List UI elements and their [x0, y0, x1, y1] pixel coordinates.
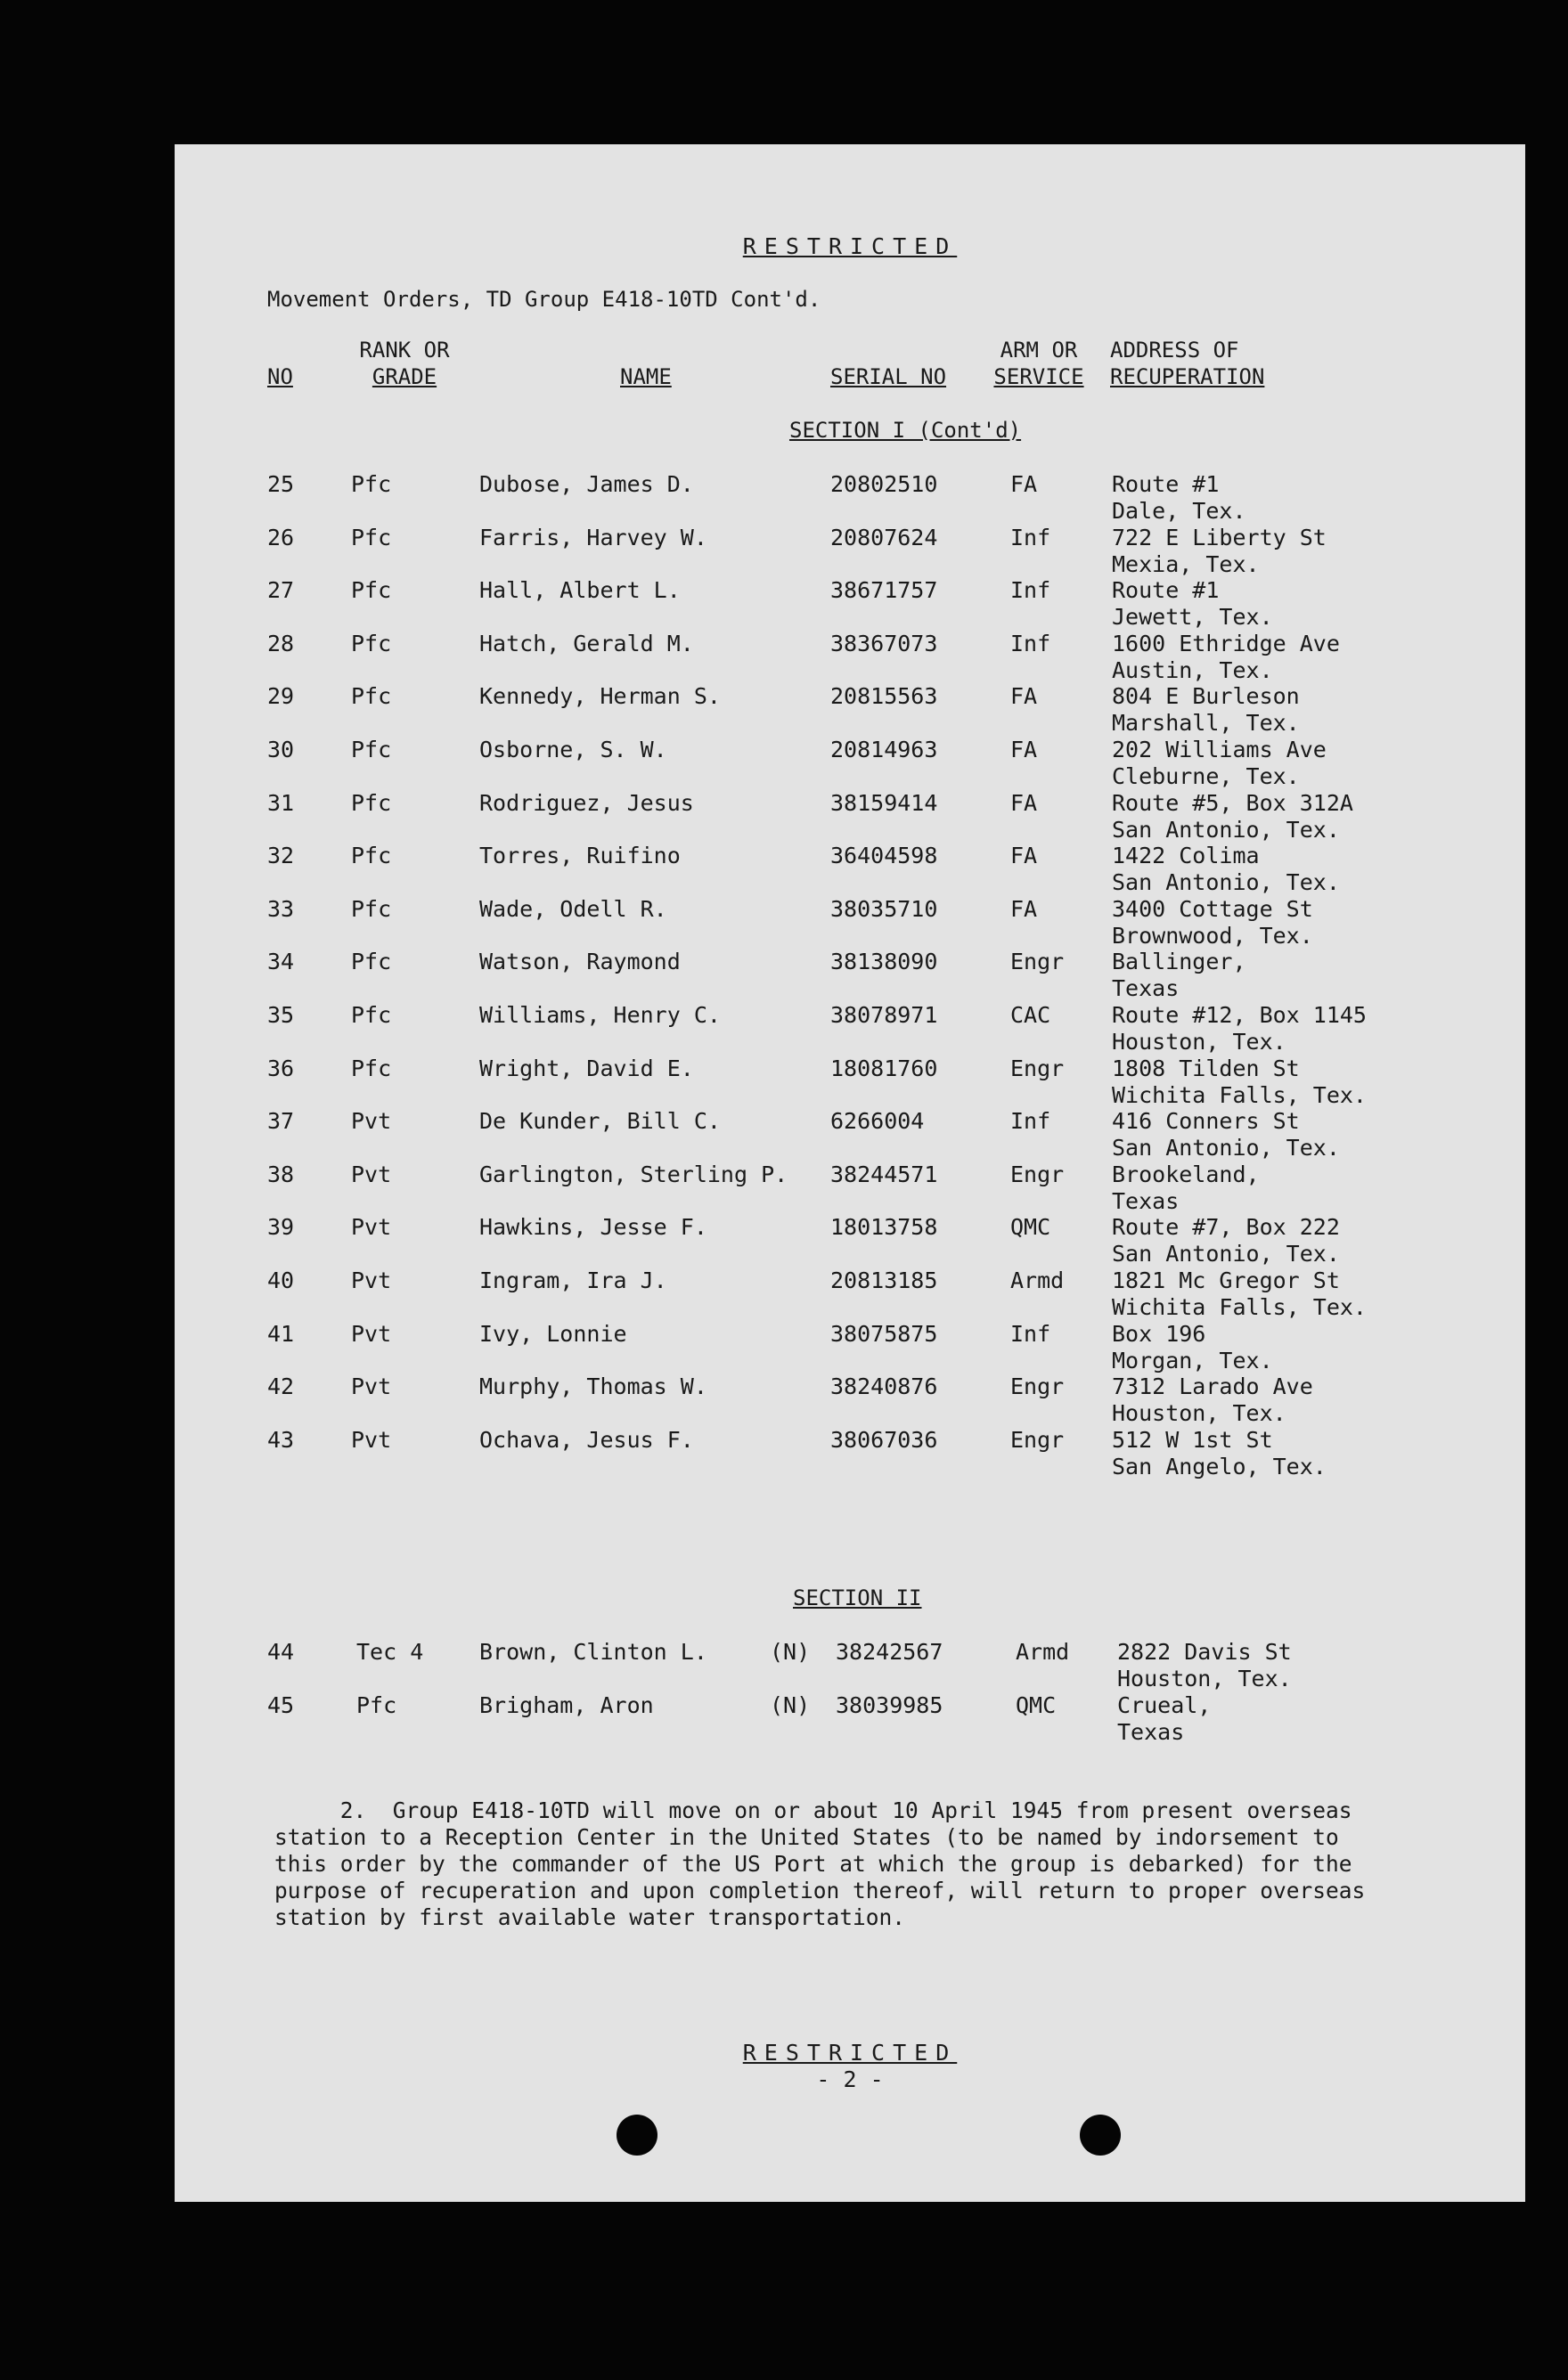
- row-name: Hatch, Gerald M.: [479, 630, 694, 656]
- section-2-title: SECTION II: [793, 1585, 922, 1610]
- row-arm-service: FA: [1010, 737, 1038, 762]
- roster-row: [175, 737, 1525, 790]
- row-rank: Pfc: [356, 1692, 397, 1718]
- row-name: Rodriguez, Jesus: [479, 789, 694, 816]
- row-number: 35: [267, 1002, 295, 1028]
- roster-row: [175, 790, 1525, 844]
- row-address-line-1: 804 E Burleson: [1112, 683, 1300, 710]
- col-header-arm: ARM OR SERVICE: [993, 338, 1084, 389]
- row-arm-service: Inf: [1010, 577, 1051, 604]
- row-number: 28: [267, 630, 295, 656]
- row-arm-service: Inf: [1010, 630, 1051, 656]
- row-number: 41: [267, 1320, 295, 1347]
- row-arm-service: Inf: [1010, 1320, 1051, 1347]
- row-rank: Pfc: [351, 524, 392, 550]
- roster-row: [175, 577, 1525, 631]
- row-serial-number: 38035710: [830, 895, 938, 922]
- row-name: Wade, Odell R.: [479, 895, 667, 922]
- page-number: - 2 -: [816, 2066, 884, 2092]
- row-address-line-1: Route #1: [1112, 471, 1220, 497]
- row-number: 34: [267, 949, 295, 975]
- row-name: Williams, Henry C.: [479, 1002, 721, 1028]
- row-address-line-2: Austin, Tex.: [1112, 656, 1273, 683]
- paragraph-line: station to a Reception Center in the United States (to be named by indorsement to: [274, 1824, 1339, 1850]
- row-address-line-1: Box 196: [1112, 1320, 1206, 1347]
- row-address-line-2: Marshall, Tex.: [1112, 710, 1300, 737]
- row-address-line-2: Brownwood, Tex.: [1112, 922, 1313, 949]
- row-address-line-2: San Antonio, Tex.: [1112, 816, 1340, 843]
- row-address-line-1: Ballinger,: [1112, 949, 1246, 975]
- row-number: 25: [267, 471, 295, 497]
- row-address-line-1: Route #1: [1112, 577, 1220, 604]
- row-rank: Pfc: [351, 895, 392, 922]
- row-serial-number: 20814963: [830, 737, 938, 762]
- row-serial-number: 38138090: [830, 949, 938, 975]
- row-number: 43: [267, 1426, 295, 1453]
- roster-row: [175, 1002, 1525, 1056]
- roster-row: [175, 1692, 1525, 1746]
- row-number: 29: [267, 683, 295, 710]
- row-name: Watson, Raymond: [479, 949, 681, 975]
- row-rank: Tec 4: [356, 1639, 424, 1665]
- row-number: 30: [267, 737, 295, 762]
- row-arm-service: Engr: [1010, 1426, 1065, 1453]
- row-address-line-1: 416 Conners St: [1112, 1108, 1300, 1135]
- row-serial-number: 38067036: [830, 1426, 938, 1453]
- row-number: 42: [267, 1373, 295, 1400]
- row-serial-number: 38159414: [830, 789, 938, 816]
- col-header-serial: SERIAL NO: [830, 364, 947, 389]
- roster-row: [175, 1321, 1525, 1374]
- row-rank: Pfc: [351, 471, 392, 497]
- punch-hole-right: [1080, 2115, 1121, 2156]
- row-address-line-2: Wichita Falls, Tex.: [1112, 1294, 1367, 1320]
- row-arm-service: Engr: [1010, 1055, 1065, 1081]
- row-number: 38: [267, 1161, 295, 1187]
- row-address-line-1: 722 E Liberty St: [1112, 524, 1327, 550]
- roster-row: [175, 1427, 1525, 1480]
- roster-row: [175, 471, 1525, 525]
- row-serial-number: 18013758: [830, 1214, 938, 1241]
- row-serial-number: 20813185: [830, 1267, 938, 1293]
- col-header-address: ADDRESS OF RECUPERATION: [1110, 338, 1265, 389]
- roster-row: [175, 896, 1525, 950]
- row-arm-service: CAC: [1010, 1002, 1051, 1028]
- row-rank: Pfc: [351, 1055, 392, 1081]
- roster-row: [175, 1161, 1525, 1215]
- row-address-line-2: Texas: [1112, 975, 1180, 1002]
- row-arm-service: QMC: [1016, 1692, 1057, 1718]
- row-number: 40: [267, 1267, 295, 1293]
- row-serial-number: 36404598: [830, 843, 938, 869]
- row-address-line-1: 1600 Ethridge Ave: [1112, 630, 1340, 656]
- roster-row: [175, 631, 1525, 684]
- row-serial-number: 38039985: [836, 1692, 943, 1718]
- row-number: 45: [267, 1692, 295, 1718]
- row-name: Kennedy, Herman S.: [479, 683, 721, 710]
- roster-row: [175, 1267, 1525, 1321]
- row-name: Murphy, Thomas W.: [479, 1373, 707, 1400]
- row-number: 31: [267, 789, 295, 816]
- row-rank: Pvt: [351, 1426, 392, 1453]
- roster-row: [175, 843, 1525, 896]
- document-subtitle: Movement Orders, TD Group E418-10TD Cont'd.: [267, 287, 821, 312]
- row-address-line-1: 512 W 1st St: [1112, 1426, 1273, 1453]
- classification-footer: RESTRICTED: [742, 2040, 958, 2066]
- row-rank: Pfc: [351, 843, 392, 869]
- row-name: Brown, Clinton L.: [479, 1639, 707, 1665]
- row-address-line-1: Crueal,: [1117, 1692, 1212, 1718]
- row-number: 39: [267, 1214, 295, 1241]
- punch-hole-left: [617, 2115, 657, 2156]
- row-address-line-1: 202 Williams Ave: [1112, 737, 1327, 762]
- row-address-line-1: 1422 Colima: [1112, 843, 1260, 869]
- row-arm-service: Engr: [1010, 1161, 1065, 1187]
- row-rank: Pfc: [351, 1002, 392, 1028]
- col-header-rank: RANK OR GRADE: [359, 338, 450, 389]
- row-address-line-2: Houston, Tex.: [1112, 1400, 1286, 1427]
- row-rank: Pvt: [351, 1214, 392, 1241]
- paragraph-line: this order by the commander of the US Port at which the group is debarked) for the: [274, 1851, 1352, 1877]
- roster-row: [175, 1108, 1525, 1161]
- row-rank: Pfc: [351, 949, 392, 975]
- row-name: Ivy, Lonnie: [479, 1320, 627, 1347]
- row-mark: (N): [770, 1692, 811, 1718]
- row-serial-number: 38671757: [830, 577, 938, 604]
- row-number: 27: [267, 577, 295, 604]
- row-arm-service: FA: [1010, 843, 1038, 869]
- row-rank: Pfc: [351, 577, 392, 604]
- roster-row: [175, 949, 1525, 1002]
- roster-row: [175, 1214, 1525, 1267]
- row-name: Farris, Harvey W.: [479, 524, 707, 550]
- row-rank: Pvt: [351, 1373, 392, 1400]
- row-address-line-2: Mexia, Tex.: [1112, 550, 1260, 577]
- row-name: Ochava, Jesus F.: [479, 1426, 694, 1453]
- row-address-line-2: Jewett, Tex.: [1112, 604, 1273, 631]
- paragraph-line: purpose of recuperation and upon completion thereof, will return to proper overseas: [274, 1878, 1366, 1903]
- row-address-line-2: Texas: [1117, 1719, 1185, 1745]
- row-name: Ingram, Ira J.: [479, 1267, 667, 1293]
- row-address-line-1: 3400 Cottage St: [1112, 895, 1313, 922]
- row-rank: Pvt: [351, 1267, 392, 1293]
- row-rank: Pvt: [351, 1108, 392, 1135]
- row-number: 26: [267, 524, 295, 550]
- roster-row: [175, 683, 1525, 737]
- row-address-line-2: San Antonio, Tex.: [1112, 1241, 1340, 1267]
- paragraph-line: 2. Group E418-10TD will move on or about 10 April 1945 from present overseas: [274, 1797, 1352, 1823]
- row-address-line-2: San Antonio, Tex.: [1112, 869, 1340, 896]
- row-arm-service: Armd: [1010, 1267, 1065, 1293]
- row-serial-number: 20807624: [830, 524, 938, 550]
- row-address-line-2: Wichita Falls, Tex.: [1112, 1081, 1367, 1108]
- row-rank: Pfc: [351, 789, 392, 816]
- col-header-no: NO: [267, 364, 293, 389]
- row-address-line-1: 1821 Mc Gregor St: [1112, 1267, 1340, 1293]
- row-rank: Pfc: [351, 737, 392, 762]
- row-rank: Pfc: [351, 630, 392, 656]
- row-arm-service: QMC: [1010, 1214, 1051, 1241]
- row-name: Hall, Albert L.: [479, 577, 681, 604]
- row-serial-number: 38240876: [830, 1373, 938, 1400]
- section-1-title: SECTION I (Cont'd): [789, 418, 1022, 443]
- row-name: Wright, David E.: [479, 1055, 694, 1081]
- row-address-line-1: 2822 Davis St: [1117, 1639, 1292, 1665]
- row-name: Torres, Ruifino: [479, 843, 681, 869]
- roster-row: [175, 1373, 1525, 1427]
- row-arm-service: FA: [1010, 471, 1038, 497]
- row-name: Brigham, Aron: [479, 1692, 654, 1718]
- row-rank: Pfc: [351, 683, 392, 710]
- row-arm-service: Armd: [1016, 1639, 1070, 1665]
- row-number: 32: [267, 843, 295, 869]
- row-number: 37: [267, 1108, 295, 1135]
- row-address-line-2: San Antonio, Tex.: [1112, 1135, 1340, 1161]
- row-address-line-2: Morgan, Tex.: [1112, 1347, 1273, 1373]
- row-arm-service: Engr: [1010, 1373, 1065, 1400]
- row-serial-number: 6266004: [830, 1108, 925, 1135]
- row-number: 33: [267, 895, 295, 922]
- row-rank: Pvt: [351, 1161, 392, 1187]
- row-address-line-1: Brookeland,: [1112, 1161, 1260, 1187]
- row-name: Garlington, Sterling P.: [479, 1161, 788, 1187]
- row-serial-number: 38244571: [830, 1161, 938, 1187]
- row-name: Dubose, James D.: [479, 471, 694, 497]
- row-address-line-1: Route #7, Box 222: [1112, 1214, 1340, 1241]
- row-address-line-2: San Angelo, Tex.: [1112, 1453, 1327, 1479]
- roster-row: [175, 1056, 1525, 1109]
- row-serial-number: 20815563: [830, 683, 938, 710]
- row-rank: Pvt: [351, 1320, 392, 1347]
- row-address-line-1: 7312 Larado Ave: [1112, 1373, 1313, 1400]
- row-name: Osborne, S. W.: [479, 737, 667, 762]
- row-arm-service: FA: [1010, 895, 1038, 922]
- row-arm-service: Engr: [1010, 949, 1065, 975]
- row-name: Hawkins, Jesse F.: [479, 1214, 707, 1241]
- row-arm-service: Inf: [1010, 524, 1051, 550]
- row-address-line-2: Houston, Tex.: [1112, 1029, 1286, 1055]
- row-address-line-1: 1808 Tilden St: [1112, 1055, 1300, 1081]
- row-address-line-1: Route #12, Box 1145: [1112, 1002, 1367, 1028]
- row-serial-number: 38242567: [836, 1639, 943, 1665]
- row-serial-number: 20802510: [830, 471, 938, 497]
- row-name: De Kunder, Bill C.: [479, 1108, 721, 1135]
- row-number: 36: [267, 1055, 295, 1081]
- row-serial-number: 18081760: [830, 1055, 938, 1081]
- row-number: 44: [267, 1639, 295, 1665]
- row-arm-service: Inf: [1010, 1108, 1051, 1135]
- roster-row: [175, 1639, 1525, 1692]
- row-address-line-2: Dale, Tex.: [1112, 498, 1246, 524]
- row-mark: (N): [770, 1639, 811, 1665]
- row-serial-number: 38367073: [830, 630, 938, 656]
- row-address-line-1: Route #5, Box 312A: [1112, 789, 1353, 816]
- document-page: [175, 144, 1525, 2202]
- col-header-name: NAME: [620, 364, 672, 389]
- row-serial-number: 38078971: [830, 1002, 938, 1028]
- row-serial-number: 38075875: [830, 1320, 938, 1347]
- row-arm-service: FA: [1010, 789, 1038, 816]
- row-address-line-2: Houston, Tex.: [1117, 1666, 1292, 1691]
- classification-header: RESTRICTED: [742, 233, 958, 259]
- row-arm-service: FA: [1010, 683, 1038, 710]
- row-address-line-2: Cleburne, Tex.: [1112, 763, 1300, 789]
- paragraph-line: station by first available water transportation.: [274, 1904, 906, 1930]
- row-address-line-2: Texas: [1112, 1187, 1180, 1214]
- roster-row: [175, 525, 1525, 578]
